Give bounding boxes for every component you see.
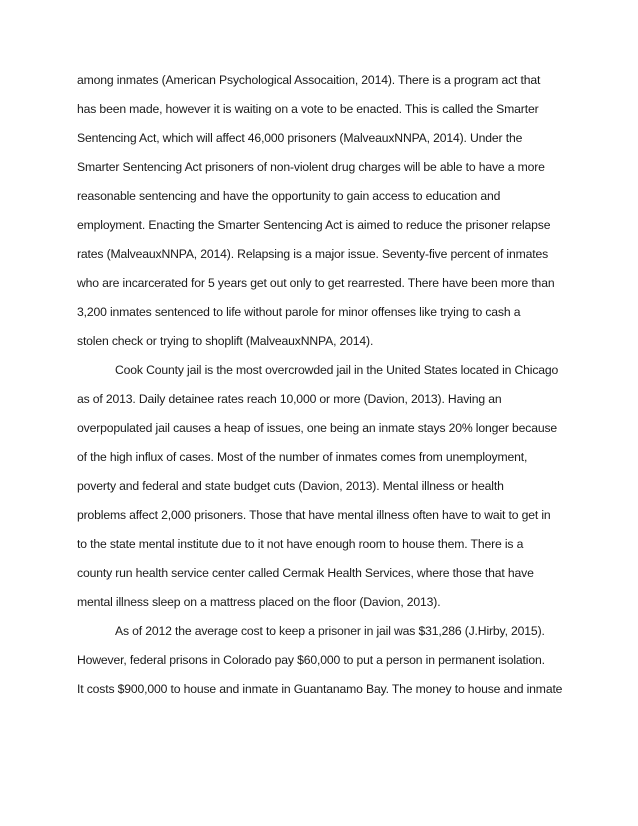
text-line: county run health service center called Cermak Health Services, where those that have (77, 566, 534, 580)
text-line: reasonable sentencing and have the opportunity to gain access to education and (77, 189, 501, 203)
text-line: problems affect 2,000 prisoners. Those that have mental illness often have to wait to get in (77, 508, 551, 522)
text-line: who are incarcerated for 5 years get out only to get rearrested. There have been more than (77, 276, 555, 290)
text-line: 3,200 inmates sentenced to life without parole for minor offenses like trying to cash a (77, 305, 521, 319)
text-line: overpopulated jail causes a heap of issues, one being an inmate stays 20% longer because (77, 421, 558, 435)
text-line: employment. Enacting the Smarter Sentencing Act is aimed to reduce the prisoner relapse (77, 218, 551, 232)
text-line: to the state mental institute due to it not have enough room to house them. There is a (77, 537, 524, 551)
paragraph-first-line: Cook County jail is the most overcrowded jail in the United States located in Chicago (115, 363, 559, 377)
text-line: as of 2013. Daily detainee rates reach 10,000 or more (Davion, 2013). Having an (77, 392, 502, 406)
text-line: of the high influx of cases. Most of the number of inmates comes from unemployment, (77, 450, 528, 464)
text-line: among inmates (American Psychological Assocaition, 2014). There is a program act that (77, 73, 541, 87)
text-line: rates (MalveauxNNPA, 2014). Relapsing is a major issue. Seventy-five percent of inmates (77, 247, 549, 261)
text-line: It costs $900,000 to house and inmate in Guantanamo Bay. The money to house and inmate (77, 682, 563, 696)
text-line: stolen check or trying to shoplift (MalveauxNNPA, 2014). (77, 334, 374, 348)
text-line: poverty and federal and state budget cuts (Davion, 2013). Mental illness or health (77, 479, 504, 493)
text-line: has been made, however it is waiting on a vote to be enacted. This is called the Smarter (77, 102, 539, 116)
text-line: Smarter Sentencing Act prisoners of non-violent drug charges will be able to have a more (77, 160, 545, 174)
text-line: mental illness sleep on a mattress placed on the floor (Davion, 2013). (77, 595, 441, 609)
text-line: However, federal prisons in Colorado pay $60,000 to put a person in permanent isolation. (77, 653, 545, 667)
text-line: Sentencing Act, which will affect 46,000 prisoners (MalveauxNNPA, 2014). Under the (77, 131, 523, 145)
paragraph-first-line: As of 2012 the average cost to keep a prisoner in jail was $31,286 (J.Hirby, 2015). (115, 624, 545, 638)
